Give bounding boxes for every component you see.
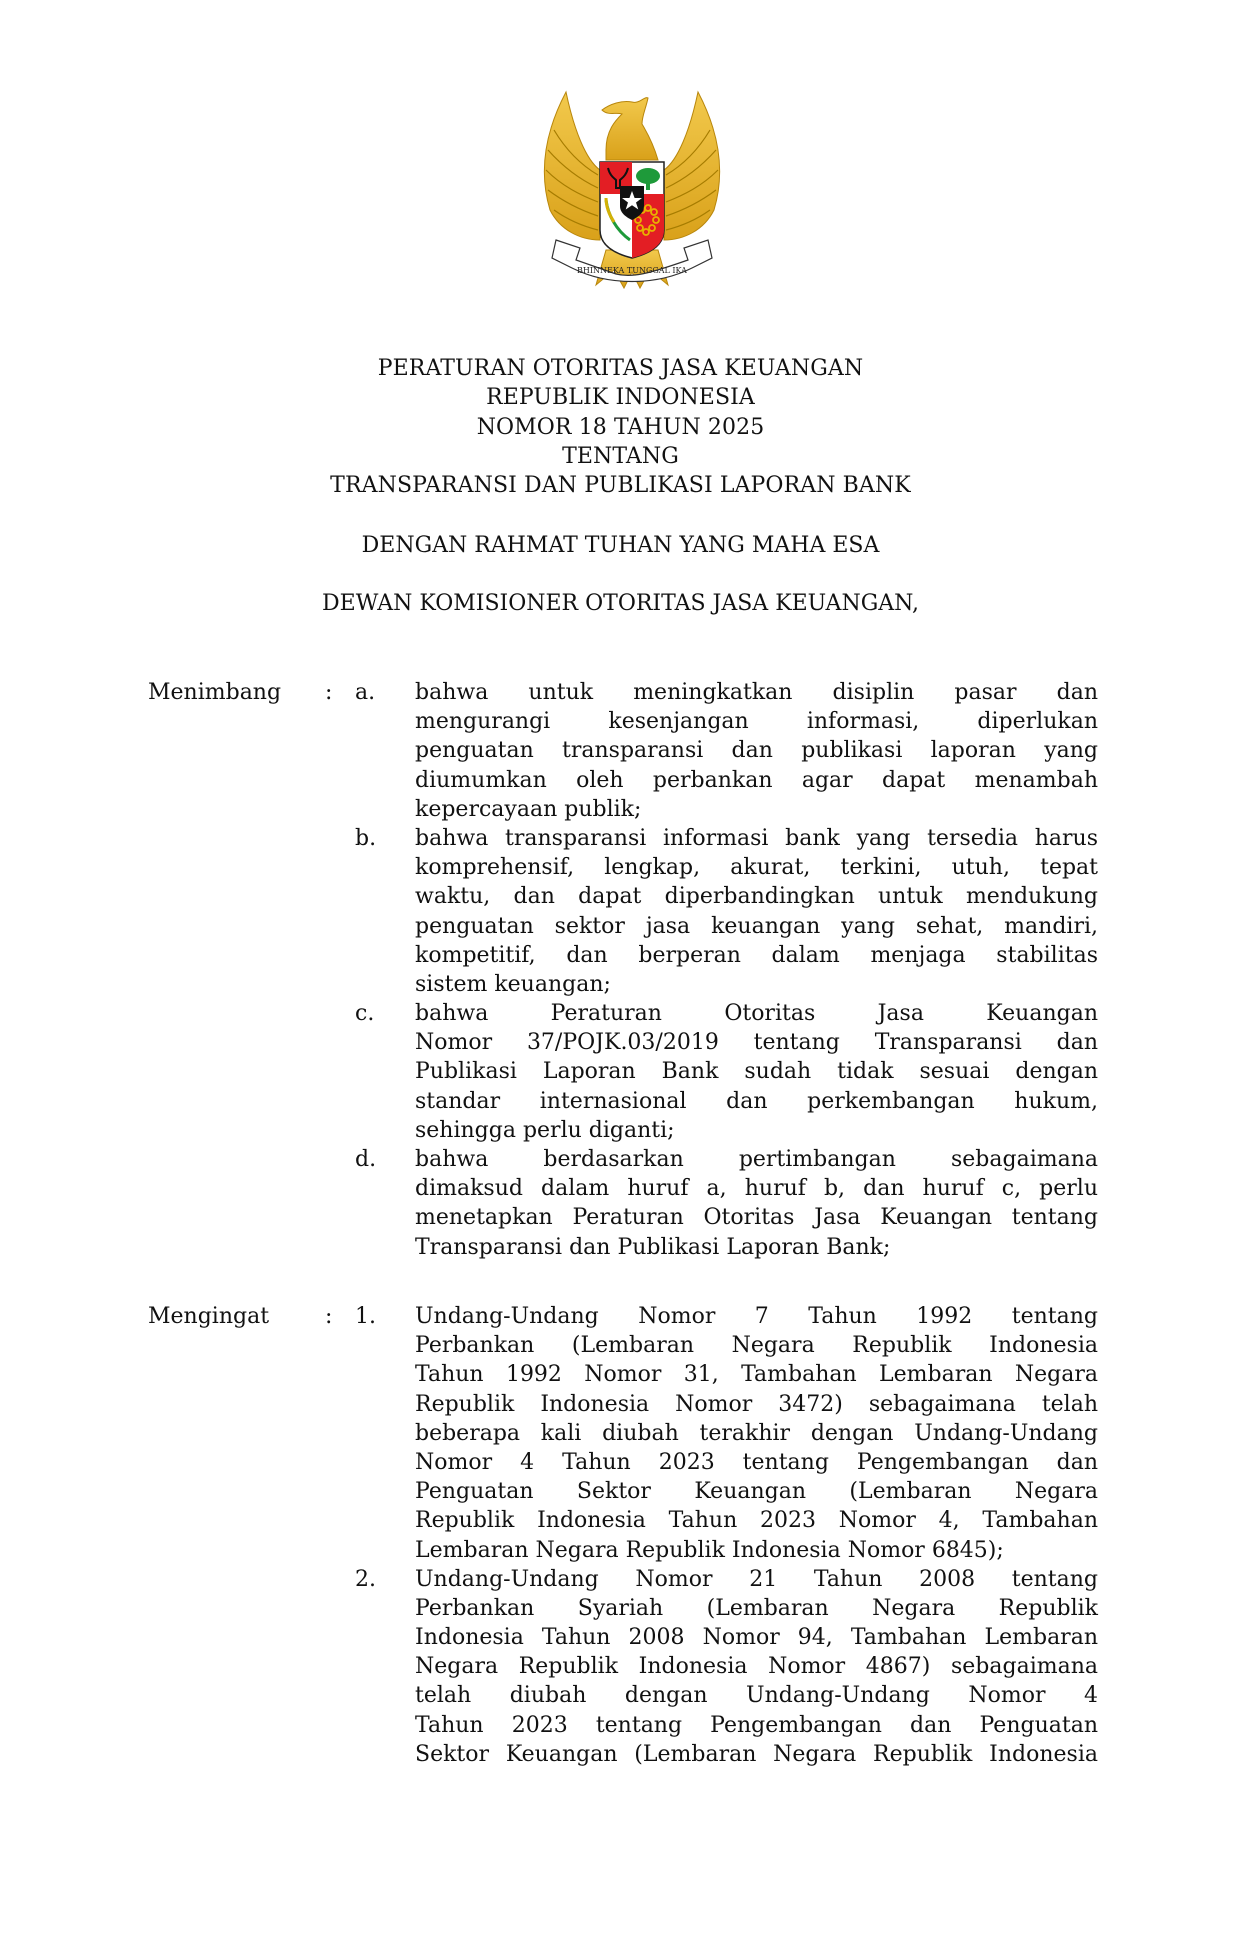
item-marker: d. <box>355 1147 377 1172</box>
text-line: diumumkan oleh perbankan agar dapat menambah <box>415 767 1098 793</box>
garuda-emblem-icon <box>536 90 728 290</box>
text-line: Lembaran Negara Republik Indonesia Nomor 6845); <box>415 1537 1004 1563</box>
emblem-motto: BHINNEKA TUNGGAL IKA <box>577 266 687 275</box>
text-line: Nomor 37/POJK.03/2019 tentang Transparansi dan <box>415 1030 1098 1056</box>
garuda-pancasila-emblem <box>536 90 728 290</box>
mengingat-item-2 <box>0 1565 1241 1769</box>
text-line: sistem keuangan; <box>415 971 611 997</box>
text-line: kompetitif, dan berperan dalam menjaga stabilitas <box>415 942 1098 968</box>
text-line: bahwa Peraturan Otoritas Jasa Keuangan <box>415 1001 1098 1027</box>
item-text <box>415 678 1098 824</box>
text-line: Publikasi Laporan Bank sudah tidak sesuai dengan <box>415 1059 1098 1085</box>
item-marker: c. <box>355 1001 375 1027</box>
text-line: Transparansi dan Publikasi Laporan Bank; <box>415 1234 891 1260</box>
regulation-number: NOMOR 18 TAHUN 2025 <box>476 414 765 440</box>
text-line: Tahun 1992 Nomor 31, Tambahan Lembaran Negara <box>415 1362 1098 1388</box>
text-line: Perbankan (Lembaran Negara Republik Indonesia <box>415 1333 1098 1359</box>
item-marker: 1. <box>355 1304 376 1329</box>
item-marker: b. <box>355 825 377 851</box>
text-line: Penguatan Sektor Keuangan (Lembaran Negara <box>415 1479 1098 1505</box>
item-marker: 2. <box>355 1566 376 1592</box>
section-colon: : <box>325 1304 333 1329</box>
issuer: DEWAN KOMISIONER OTORITAS JASA KEUANGAN, <box>322 591 919 616</box>
text-line: Nomor 4 Tahun 2023 tentang Pengembangan dan <box>415 1449 1098 1475</box>
text-line: Negara Republik Indonesia Nomor 4867) sebagaimana <box>415 1654 1098 1680</box>
text-line: mengurangi kesenjangan informasi, diperlukan <box>415 709 1098 735</box>
menimbang-item-c <box>0 999 1241 1145</box>
item-text <box>415 1565 1098 1769</box>
mengingat-item-1 <box>0 1302 1241 1565</box>
item-text <box>415 999 1098 1145</box>
text-line: waktu, dan dapat diperbandingkan untuk mendukung <box>415 884 1098 910</box>
regulation-title-line-1: PERATURAN OTORITAS JASA KEUANGAN <box>377 356 864 381</box>
text-line: bahwa berdasarkan pertimbangan sebagaimana <box>415 1147 1098 1172</box>
text-line: Undang-Undang Nomor 21 Tahun 2008 tentang <box>415 1566 1098 1592</box>
invocation: DENGAN RAHMAT TUHAN YANG MAHA ESA <box>361 533 880 558</box>
menimbang-item-a <box>0 678 1241 824</box>
item-marker: a. <box>355 680 376 705</box>
menimbang-item-b <box>0 824 1241 999</box>
regulation-title-line-2: REPUBLIK INDONESIA <box>486 385 755 411</box>
text-line: Sektor Keuangan (Lembaran Negara Republik Indonesia <box>415 1741 1098 1767</box>
text-line: penguatan transparansi dan publikasi laporan yang <box>415 738 1098 764</box>
text-line: Perbankan Syariah (Lembaran Negara Republik <box>415 1595 1098 1621</box>
text-line: Undang-Undang Nomor 7 Tahun 1992 tentang <box>415 1304 1098 1329</box>
item-text <box>415 1145 1098 1262</box>
text-line: kepercayaan publik; <box>415 796 642 822</box>
menimbang-item-d <box>0 1145 1241 1262</box>
text-line: komprehensif, lengkap, akurat, terkini, utuh, tepat <box>415 855 1098 881</box>
text-line: sehingga perlu diganti; <box>415 1117 675 1143</box>
text-line: dimaksud dalam huruf a, huruf b, dan huruf c, perlu <box>415 1176 1098 1202</box>
section-colon: : <box>325 680 333 705</box>
text-line: Tahun 2023 tentang Pengembangan dan Penguatan <box>415 1712 1098 1738</box>
mengingat-section <box>0 1302 1241 1769</box>
item-text <box>415 824 1098 999</box>
section-label: Mengingat <box>148 1304 270 1329</box>
text-line: menetapkan Peraturan Otoritas Jasa Keuangan tentang <box>415 1205 1098 1231</box>
regulation-title-block <box>0 354 1241 500</box>
section-label: Menimbang <box>148 680 282 705</box>
item-text <box>415 1302 1098 1565</box>
text-line: bahwa untuk meningkatkan disiplin pasar dan <box>415 680 1098 705</box>
shield-icon <box>600 162 664 258</box>
text-line: standar internasional dan perkembangan hukum, <box>415 1088 1098 1114</box>
menimbang-section <box>0 678 1241 1262</box>
text-line: penguatan sektor jasa keuangan yang sehat, mandiri, <box>415 913 1098 939</box>
text-line: Republik Indonesia Tahun 2023 Nomor 4, Tambahan <box>415 1508 1098 1534</box>
regulation-tentang: TENTANG <box>562 443 679 469</box>
text-line: Republik Indonesia Nomor 3472) sebagaimana telah <box>415 1391 1098 1417</box>
text-line: Indonesia Tahun 2008 Nomor 94, Tambahan Lembaran <box>415 1625 1098 1651</box>
regulation-subject: TRANSPARANSI DAN PUBLIKASI LAPORAN BANK <box>330 473 911 499</box>
text-line: beberapa kali diubah terakhir dengan Undang-Undang <box>415 1420 1098 1446</box>
text-line: telah diubah dengan Undang-Undang Nomor 4 <box>415 1683 1098 1709</box>
text-line: bahwa transparansi informasi bank yang tersedia harus <box>415 825 1098 851</box>
